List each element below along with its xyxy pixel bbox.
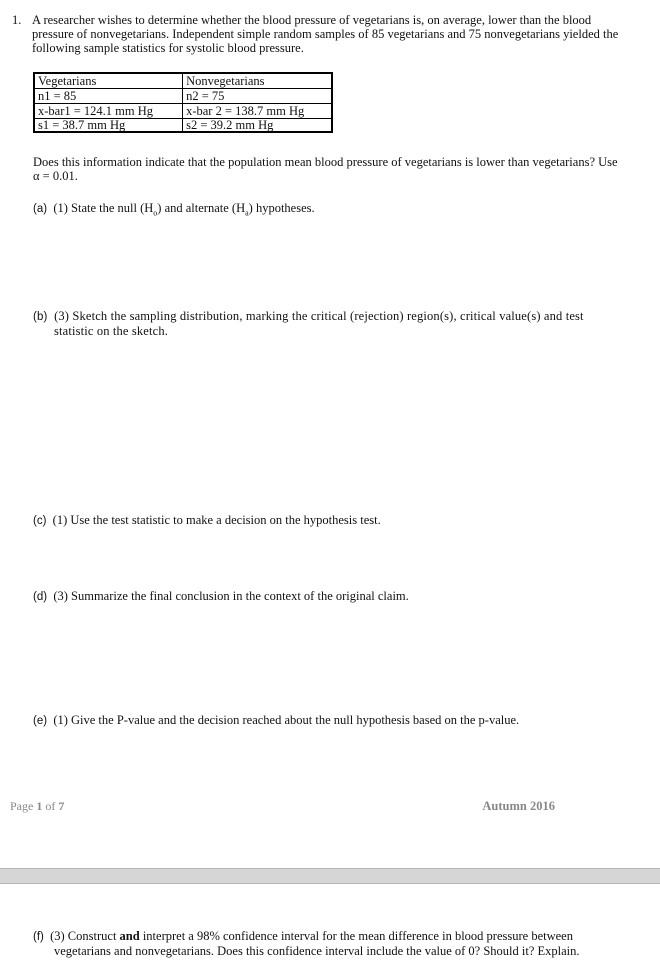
table-cell: x-bar 2 = 138.7 mm Hg bbox=[183, 104, 332, 119]
part-f bbox=[33, 929, 580, 958]
table-cell: s1 = 38.7 mm Hg bbox=[34, 119, 183, 133]
part-a-label: (a) bbox=[33, 203, 48, 215]
part-b-label: (b) bbox=[33, 311, 48, 323]
part-d-label: (d) bbox=[33, 591, 48, 603]
table-row bbox=[34, 119, 332, 133]
part-a-text-mid: ) and alternate (H bbox=[157, 201, 246, 215]
part-c-label: (c) bbox=[33, 515, 47, 527]
part-d-text: (3) Summarize the final conclusion in the context of the original claim. bbox=[53, 589, 409, 603]
part-b-line-1: (3) Sketch the sampling distribution, marking the critical (rejection) region(s), critical value(s) and test bbox=[54, 309, 584, 323]
part-c bbox=[33, 513, 381, 528]
part-e-label: (e) bbox=[33, 715, 48, 727]
table-header-nonvegetarians: Nonvegetarians bbox=[183, 73, 332, 89]
part-a-text-post: ) hypotheses. bbox=[248, 201, 315, 215]
null-subscript: o bbox=[153, 208, 158, 218]
part-a-points: (1) bbox=[53, 201, 68, 215]
table-row bbox=[34, 104, 332, 119]
question-line-3: following sample statistics for systolic blood pressure. bbox=[32, 41, 304, 55]
page-break-divider bbox=[0, 868, 660, 884]
table-header-row bbox=[34, 73, 332, 89]
part-f-line-1-post: interpret a 98% confidence interval for the mean difference in blood pressure between bbox=[139, 929, 573, 943]
alternate-subscript: a bbox=[245, 208, 249, 218]
table-header-vegetarians: Vegetarians bbox=[34, 73, 183, 89]
part-e-text: (1) Give the P-value and the decision reached about the null hypothesis based on the p-value. bbox=[53, 713, 520, 727]
question-text bbox=[32, 13, 660, 55]
sample-statistics-table bbox=[33, 72, 333, 133]
table-cell: x-bar1 = 124.1 mm Hg bbox=[34, 104, 183, 119]
table-cell: s2 = 39.2 mm Hg bbox=[183, 119, 332, 133]
part-f-line-2: vegetarians and nonvegetarians. Does this confidence interval include the value of 0? Should it? Explain. bbox=[54, 944, 580, 958]
part-a-text-pre: State the null (H bbox=[71, 201, 154, 215]
page-total: 7 bbox=[58, 799, 65, 813]
part-f-line-1-bold: and bbox=[119, 929, 140, 943]
page-of: of bbox=[42, 799, 59, 813]
page-prefix: Page bbox=[10, 799, 37, 813]
part-d bbox=[33, 589, 409, 604]
page-number bbox=[10, 799, 64, 813]
part-a bbox=[33, 201, 315, 221]
table-cell: n1 = 85 bbox=[34, 89, 183, 104]
part-f-label: (f) bbox=[33, 931, 44, 943]
question-line-2: pressure of nonvegetarians. Independent simple random samples of 85 vegetarians and 75 nonvegetarians yielded the bbox=[32, 27, 619, 41]
part-c-text: (1) Use the test statistic to make a decision on the hypothesis test. bbox=[52, 513, 381, 527]
page-current: 1 bbox=[36, 799, 43, 813]
table-cell: n2 = 75 bbox=[183, 89, 332, 104]
part-e bbox=[33, 713, 519, 728]
question-prompt bbox=[33, 155, 618, 183]
prompt-line-1: Does this information indicate that the population mean blood pressure of vegetarians is lower than vegetarians? Use bbox=[33, 155, 618, 169]
part-b-line-2: statistic on the sketch. bbox=[54, 324, 168, 338]
term-label: Autumn 2016 bbox=[482, 799, 555, 813]
question-line-1: A researcher wishes to determine whether the blood pressure of vegetarians is, on average, lower than the blood bbox=[32, 13, 592, 27]
part-f-line-1-pre: (3) Construct bbox=[50, 929, 120, 943]
table-row bbox=[34, 89, 332, 104]
prompt-line-2: α = 0.01. bbox=[33, 169, 78, 183]
question-number: 1. bbox=[12, 13, 22, 27]
part-b bbox=[33, 309, 584, 338]
